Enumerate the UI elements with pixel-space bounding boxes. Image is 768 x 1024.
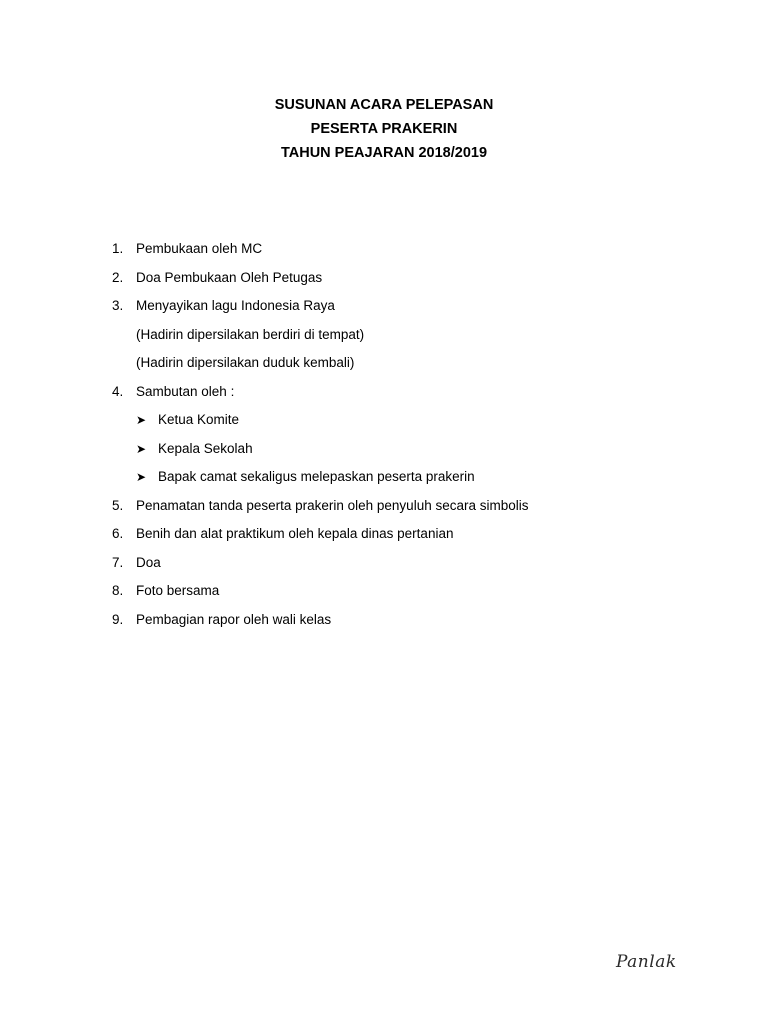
list-item (112, 292, 712, 321)
arrowhead-bullet-icon: ➤ (136, 470, 147, 484)
list-item-number: 1. (112, 241, 124, 256)
list-item-text: Pembagian rapor oleh wali kelas (136, 611, 332, 627)
list-item-number: 5. (112, 497, 124, 513)
list-item-number: 7. (112, 554, 124, 570)
signature: Panlak (616, 952, 677, 972)
list-item-number: 9. (112, 611, 124, 627)
sub-list-item-text: Kepala Sekolah (158, 440, 253, 456)
document-title (0, 93, 768, 165)
list-item-text: Sambutan oleh : (136, 383, 235, 399)
list-item (112, 606, 712, 635)
list-item-note-text: (Hadirin dipersilakan duduk kembali) (136, 355, 355, 370)
list-item-note (112, 321, 712, 350)
list-item-text: Benih dan alat praktikum oleh kepala dinas pertanian (136, 526, 454, 541)
list-item-note-text: (Hadirin dipersilakan berdiri di tempat) (136, 326, 365, 342)
list-item-text: Doa Pembukaan Oleh Petugas (136, 269, 323, 285)
list-item (112, 378, 712, 407)
title-line-2: PESERTA PRAKERIN (310, 121, 458, 137)
sub-list-item-text: Bapak camat sekaligus melepaskan peserta prakerin (158, 469, 475, 484)
list-item-number: 3. (112, 298, 124, 313)
list-item (112, 577, 712, 606)
list-item-number: 6. (112, 526, 124, 541)
list-item (112, 549, 712, 578)
list-item-number: 8. (112, 583, 124, 598)
arrowhead-bullet-icon: ➤ (136, 413, 147, 427)
agenda-list (112, 235, 712, 634)
list-item-number: 4. (112, 383, 124, 399)
list-item-note (112, 349, 712, 378)
sub-list-item-text: Ketua Komite (158, 412, 240, 427)
list-item-text: Pembukaan oleh MC (136, 241, 263, 256)
sub-list-item (112, 406, 712, 435)
title-line-3: TAHUN PEAJARAN 2018/2019 (280, 145, 488, 161)
list-item-number: 2. (112, 269, 124, 285)
list-item (112, 520, 712, 549)
arrowhead-bullet-icon: ➤ (136, 441, 147, 456)
list-item-text: Foto bersama (136, 583, 220, 598)
list-item-text: Menyayikan lagu Indonesia Raya (136, 298, 335, 313)
title-line-1: SUSUNAN ACARA PELEPASAN (274, 97, 494, 113)
list-item-text: Doa (136, 554, 161, 570)
sub-list-item (112, 435, 712, 464)
sub-list-item (112, 463, 712, 492)
list-item (112, 235, 712, 264)
list-item (112, 492, 712, 521)
list-item-text: Penamatan tanda peserta prakerin oleh penyuluh secara simbolis (136, 497, 529, 513)
list-item (112, 264, 712, 293)
